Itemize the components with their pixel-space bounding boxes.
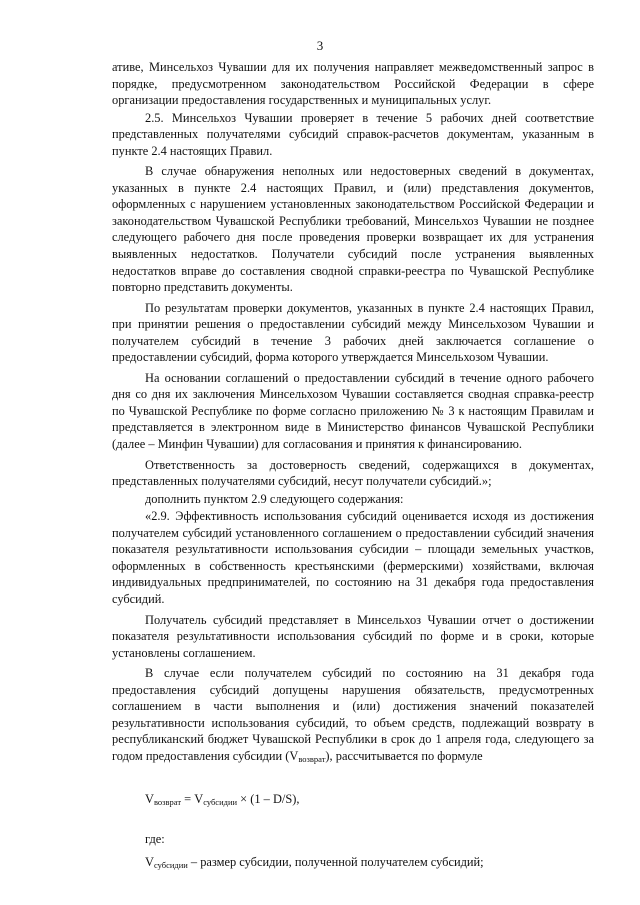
formula-rhs-tail: × (1 – D/S),: [237, 792, 300, 807]
paragraph-summary-registry: На основании соглашений о предоставлении субсидий в течение одного рабочего дня со дня их заключения Минсельхозом Чувашии составляется сводная справка-реестр по Чувашской Республике по форме согласно приложению № 3 к настоящим Правилам и представляется в электронном виде в Министерство финансов Чувашской Республики (далее – Минфин Чувашии) для согласования и принятия к финансированию.: [112, 370, 594, 452]
paragraph-2-9: «2.9. Эффективность использования субсидий оценивается исходя из достижения получателем субсидий установленного соглашением о предоставлении субсидий значения показателя результативности использования субсидии – площади земельных участков, оформленных в собственность крестьянскими (фермерскими) хозяйствами, включая индивидуальных предпринимателей, по состоянию на 31 декабря года предоставления субсидий.: [112, 509, 594, 606]
formula-equals: =: [181, 792, 195, 807]
definition-var: V: [145, 854, 154, 869]
formula-block: [145, 791, 594, 873]
formula-lhs-subscript: возврат: [153, 797, 182, 808]
formula-rhs-subscript: субсидии: [203, 797, 238, 808]
formula-rhs-var: V: [194, 792, 204, 807]
paragraph-amendment-intro: дополнить пунктом 2.9 следующего содержания:: [145, 491, 404, 506]
document-body: [112, 59, 594, 873]
paragraph-violation: [112, 665, 594, 767]
violation-var: V: [289, 748, 299, 763]
formula-lhs-var: V: [145, 792, 154, 807]
paragraph-report: Получатель субсидий представляет в Минсельхоз Чувашии отчет о достижении показателя результативности использования субсидий по форме и в сроки, которые установлены соглашением.: [112, 612, 594, 660]
paragraph-continuation: ативе, Минсельхоз Чувашии для их получения направляет межведомственный запрос в порядке, предусмотренном законодательством Российской Федерации в сфере организации предоставления государственных и муниципальных услуг.: [112, 60, 594, 108]
definition-text: – размер субсидии, полученной получателем субсидий;: [187, 854, 484, 869]
paragraph-2-5: 2.5. Минсельхоз Чувашии проверяет в течение 5 рабочих дней соответствие представленных получателями субсидий справок-расчетов документам, указанным в пункте 2.4 настоящих Правил.: [112, 110, 594, 158]
paragraph-verification-results: По результатам проверки документов, указанных в пункте 2.4 настоящих Правил, при принятии решения о предоставлении субсидий между Минсельхозом Чувашии и получателем субсидий в течение 3 рабочих дней заключается соглашение о предоставлении субсидий, форма которого утверждается Минсельхозом Чувашии.: [112, 300, 594, 365]
paragraph-responsibility: Ответственность за достоверность сведений, содержащихся в документах, представленных получателями субсидий, несут получатели субсидий.»;: [112, 457, 594, 489]
paragraph-incomplete-info: В случае обнаружения неполных или недостоверных сведений в документах, указанных в пункте 2.4 настоящих Правил, и (или) представления документов, оформленных с нарушением установленных законодательством Российской Федерации и законодательством Чувашской Республики требований, Минсельхоз Чувашии не позднее следующего рабочего дня после проведения проверки возвращает их для устранения выявленных недостатков. Получатели субсидий после устранения выявленных недостатков вправе до составления сводной справки-реестра по Чувашской Республике повторно представить документы.: [112, 164, 594, 295]
return-formula: [145, 791, 594, 811]
page-number: 3: [316, 38, 324, 53]
definition-subscript: субсидии: [153, 859, 188, 870]
violation-text-tail: ), рассчитывается по формуле: [325, 748, 483, 763]
where-label: где:: [145, 831, 165, 846]
variable-definition: [145, 854, 594, 874]
violation-var-subscript: возврат: [298, 753, 326, 764]
violation-text: В случае если получателем субсидий по состоянию на 31 декабря года предоставления субсидий допущены нарушения обязательств, предусмотренных соглашением в части выполнения и (или) достижения значений показателей результативности использования субсидий, то объем средств, подлежащий возврату в республиканский бюджет Чувашской Республики в срок до 1 апреля года, следующего за годом предоставления субсидии (: [112, 666, 594, 763]
